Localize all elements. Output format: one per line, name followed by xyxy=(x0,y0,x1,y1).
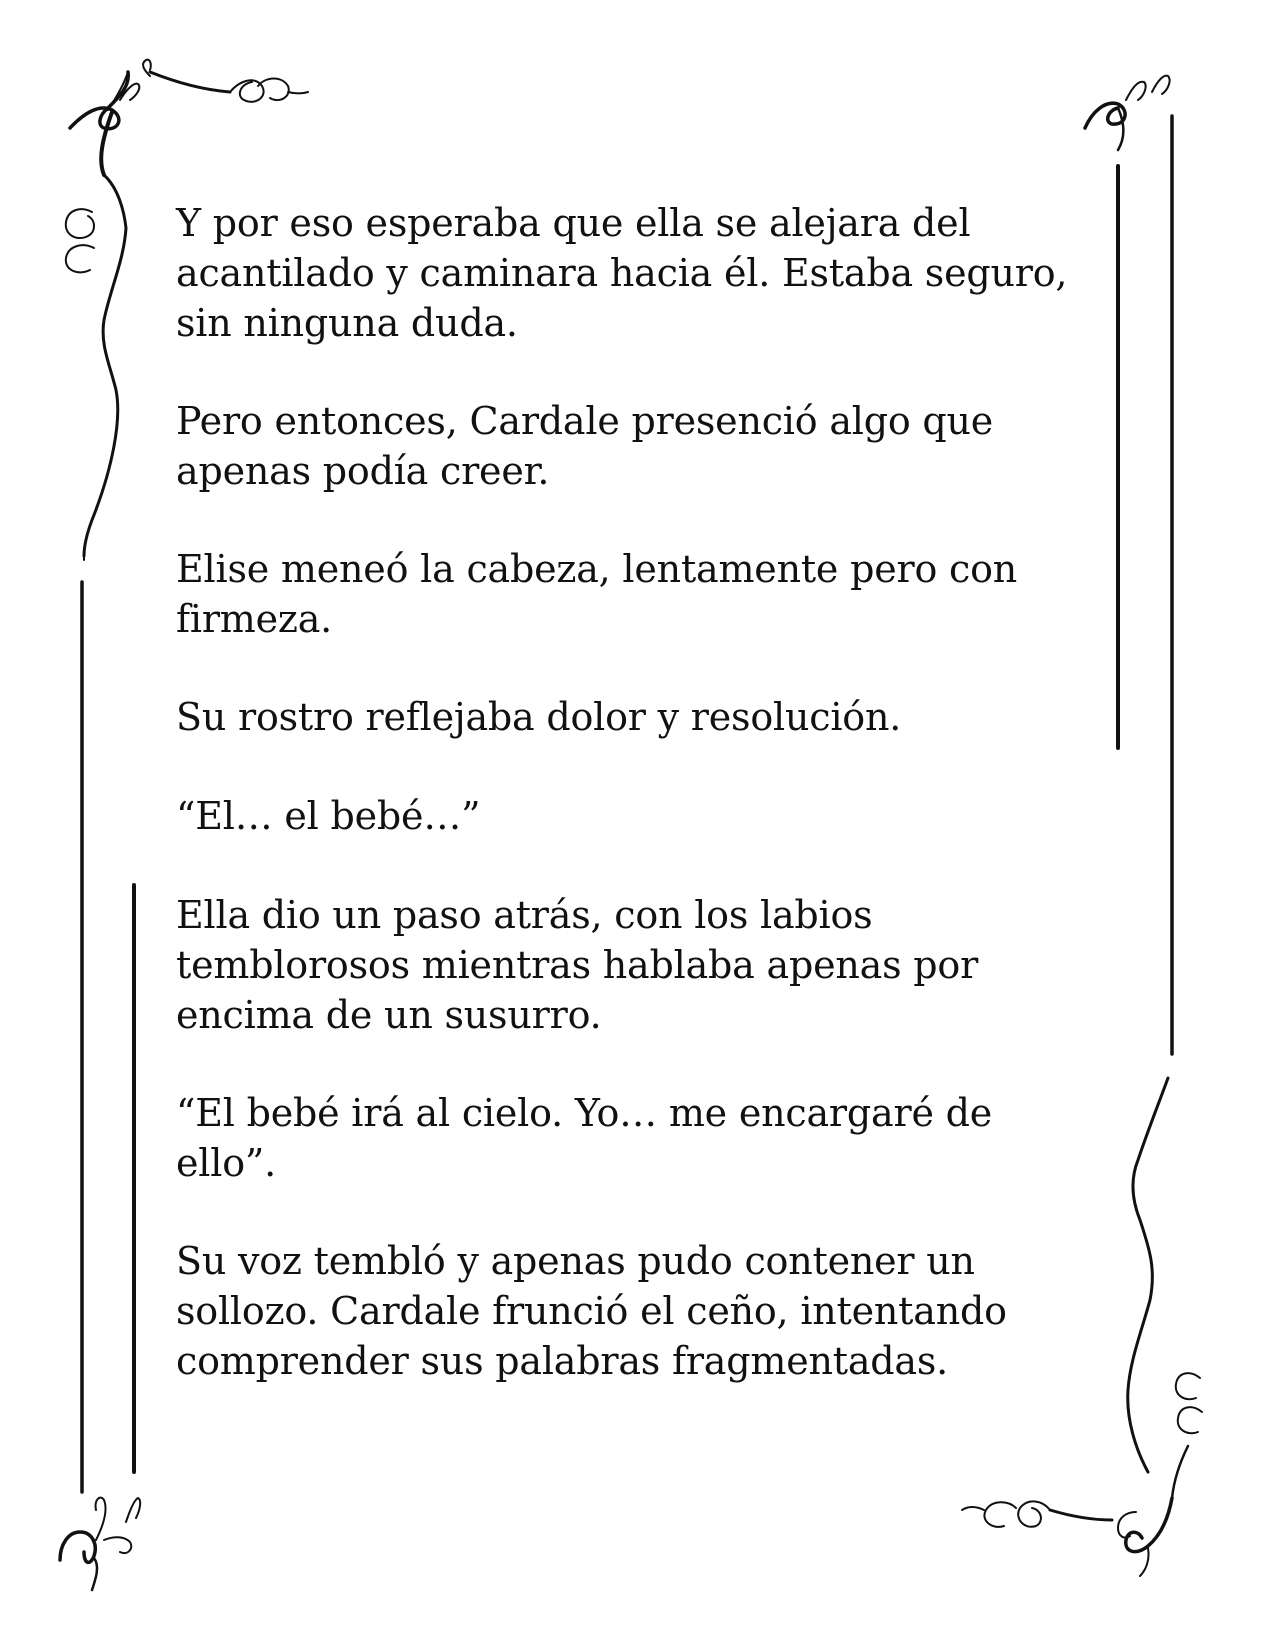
text-line: firmeza. xyxy=(176,597,333,641)
paragraph-7 xyxy=(176,1088,992,1188)
text-line: Elise meneó la cabeza, lentamente pero con xyxy=(176,547,1018,591)
text-line: “El… el bebé…” xyxy=(176,794,481,838)
text-line: Su rostro reflejaba dolor y resolución. xyxy=(176,695,902,739)
paragraph-8 xyxy=(176,1236,1007,1386)
paragraph-2 xyxy=(176,396,993,496)
paragraph-5 xyxy=(176,791,480,841)
text-line: acantilado y caminara hacia él. Estaba seguro, xyxy=(176,251,1068,295)
text-line: encima de un susurro. xyxy=(176,993,602,1037)
bottom-left-flourish-icon xyxy=(60,1498,140,1590)
text-line: ello”. xyxy=(176,1141,276,1185)
text-line: Ella dio un paso atrás, con los labios xyxy=(176,893,873,937)
paragraph-1 xyxy=(176,198,1067,348)
text-line: Su voz tembló y apenas pudo contener un xyxy=(176,1239,975,1283)
text-line: Pero entonces, Cardale presenció algo que xyxy=(176,399,994,443)
paragraph-6 xyxy=(176,890,978,1040)
text-line: temblorosos mientras hablaba apenas por xyxy=(176,943,979,987)
top-right-flourish-icon xyxy=(1085,76,1170,150)
text-line: “El bebé irá al cielo. Yo… me encargaré de xyxy=(176,1091,993,1135)
text-line: sin ninguna duda. xyxy=(176,301,518,345)
text-line: sollozo. Cardale frunció el ceño, intentando xyxy=(176,1289,1007,1333)
paragraph-4 xyxy=(176,692,901,742)
text-line: Y por eso esperaba que ella se alejara del xyxy=(176,201,971,245)
text-line: apenas podía creer. xyxy=(176,449,550,493)
paragraph-3 xyxy=(176,544,1017,644)
text-line: comprender sus palabras fragmentadas. xyxy=(176,1339,949,1383)
